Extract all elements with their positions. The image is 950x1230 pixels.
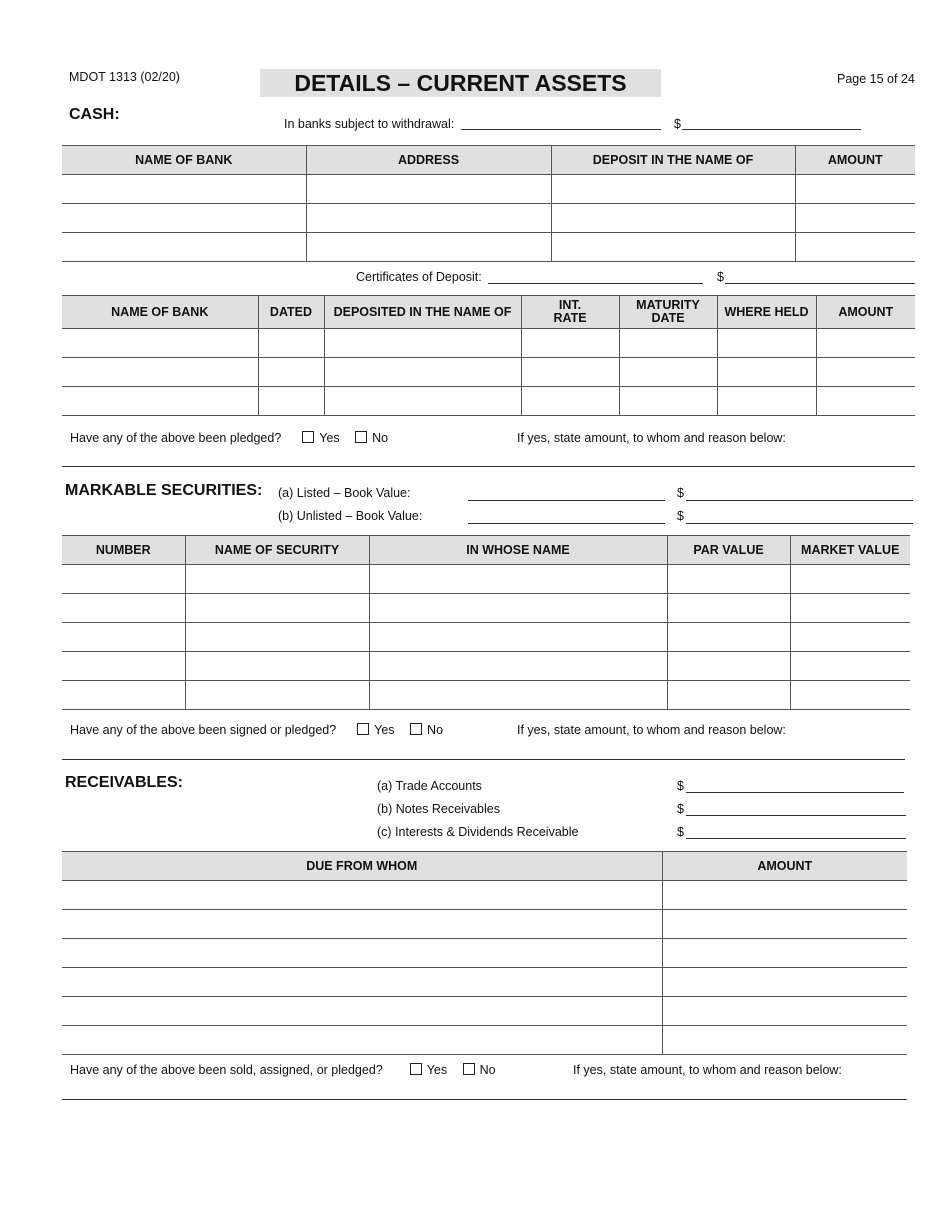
cd-field[interactable] bbox=[488, 283, 703, 284]
table-cell[interactable] bbox=[816, 329, 915, 358]
cash-pledge-no[interactable] bbox=[355, 431, 388, 445]
table-row bbox=[62, 358, 915, 387]
interest-amount-field[interactable] bbox=[686, 838, 906, 839]
table-row bbox=[62, 565, 910, 594]
table-row bbox=[62, 387, 915, 416]
table-cell[interactable] bbox=[185, 652, 369, 681]
table-row bbox=[62, 623, 910, 652]
table-cell[interactable] bbox=[62, 997, 662, 1026]
table-cell[interactable] bbox=[551, 233, 795, 262]
receivables-pledge-yes-label: Yes bbox=[426, 1063, 448, 1077]
unlisted-amount-field[interactable] bbox=[686, 523, 913, 524]
trade-amount-field[interactable] bbox=[686, 792, 904, 793]
table-cell[interactable] bbox=[306, 204, 551, 233]
table-cell[interactable] bbox=[185, 594, 369, 623]
table-cell[interactable] bbox=[662, 881, 907, 910]
table-cell[interactable] bbox=[62, 881, 662, 910]
receivables-amount-header: AMOUNT bbox=[662, 852, 907, 881]
table-cell[interactable] bbox=[62, 565, 185, 594]
receivables-section-title: RECEIVABLES: bbox=[65, 774, 183, 791]
table-cell[interactable] bbox=[62, 233, 306, 262]
page-title: DETAILS – CURRENT ASSETS bbox=[294, 70, 627, 96]
sec-name-header: NAME OF SECURITY bbox=[185, 536, 369, 565]
table-cell[interactable] bbox=[795, 233, 915, 262]
table-cell[interactable] bbox=[795, 175, 915, 204]
divider bbox=[62, 759, 905, 760]
table-cell[interactable] bbox=[662, 1026, 907, 1055]
table-row bbox=[62, 204, 915, 233]
table-cell[interactable] bbox=[717, 329, 816, 358]
table-row bbox=[62, 968, 907, 997]
cash-pledge-yes-label: Yes bbox=[319, 431, 340, 445]
cd-amount-field[interactable] bbox=[725, 283, 915, 284]
table-row bbox=[62, 594, 910, 623]
table-cell[interactable] bbox=[306, 233, 551, 262]
table-row bbox=[62, 329, 915, 358]
securities-pledge-question bbox=[70, 723, 455, 737]
securities-pledge-yes-checkbox[interactable] bbox=[357, 723, 369, 735]
form-id: MDOT 1313 (02/20) bbox=[69, 70, 180, 84]
table-cell[interactable] bbox=[551, 204, 795, 233]
cd-deposited-name-header: DEPOSITED IN THE NAME OF bbox=[324, 296, 521, 329]
notes-receivables-label: (b) Notes Receivables bbox=[377, 802, 500, 816]
cd-table bbox=[62, 295, 915, 416]
table-cell[interactable] bbox=[62, 329, 258, 358]
table-cell[interactable] bbox=[662, 910, 907, 939]
table-cell[interactable] bbox=[258, 329, 324, 358]
unlisted-dollar-sign: $ bbox=[677, 509, 684, 523]
divider bbox=[62, 1099, 907, 1100]
table-cell[interactable] bbox=[62, 939, 662, 968]
notes-dollar-sign: $ bbox=[677, 802, 684, 816]
table-cell[interactable] bbox=[258, 387, 324, 416]
securities-pledge-question-text: Have any of the above been signed or pledged? bbox=[70, 723, 337, 737]
listed-label: (a) Listed – Book Value: bbox=[278, 486, 411, 500]
receivables-pledge-question bbox=[70, 1063, 508, 1077]
table-cell[interactable] bbox=[369, 565, 667, 594]
table-cell[interactable] bbox=[619, 387, 717, 416]
table-row bbox=[62, 652, 910, 681]
cd-label: Certificates of Deposit: bbox=[356, 270, 482, 284]
table-cell[interactable] bbox=[62, 387, 258, 416]
table-cell[interactable] bbox=[306, 175, 551, 204]
table-cell[interactable] bbox=[816, 358, 915, 387]
securities-pledge-yes-label: Yes bbox=[374, 723, 395, 737]
table-row bbox=[62, 881, 907, 910]
table-cell[interactable] bbox=[62, 175, 306, 204]
table-row bbox=[62, 681, 910, 710]
sec-number-header: NUMBER bbox=[62, 536, 185, 565]
sec-par-value-header: PAR VALUE bbox=[667, 536, 790, 565]
receivables-pledge-yes[interactable] bbox=[410, 1063, 447, 1077]
cash-pledge-no-label: No bbox=[372, 431, 389, 445]
table-cell[interactable] bbox=[369, 681, 667, 710]
cd-dollar-sign: $ bbox=[717, 270, 724, 284]
bank-address-header: ADDRESS bbox=[306, 146, 551, 175]
table-cell[interactable] bbox=[324, 329, 521, 358]
table-row bbox=[62, 1026, 907, 1055]
table-cell[interactable] bbox=[62, 910, 662, 939]
table-row bbox=[62, 175, 915, 204]
securities-pledge-no[interactable] bbox=[410, 723, 443, 737]
table-cell[interactable] bbox=[62, 623, 185, 652]
table-cell[interactable] bbox=[790, 681, 910, 710]
securities-pledge-no-checkbox[interactable] bbox=[410, 723, 422, 735]
table-cell[interactable] bbox=[62, 681, 185, 710]
securities-pledge-no-label: No bbox=[427, 723, 444, 737]
interest-dividends-label: (c) Interests & Dividends Receivable bbox=[377, 825, 579, 839]
table-cell[interactable] bbox=[62, 1026, 662, 1055]
cash-if-yes-text: If yes, state amount, to whom and reason below: bbox=[517, 431, 786, 445]
table-cell[interactable] bbox=[790, 565, 910, 594]
securities-section-title: MARKABLE SECURITIES: bbox=[65, 482, 263, 499]
table-cell[interactable] bbox=[667, 623, 790, 652]
table-cell[interactable] bbox=[258, 358, 324, 387]
table-cell[interactable] bbox=[185, 623, 369, 652]
sec-whose-name-header: IN WHOSE NAME bbox=[369, 536, 667, 565]
table-cell[interactable] bbox=[816, 387, 915, 416]
cd-amount-header: AMOUNT bbox=[816, 296, 915, 329]
cash-section-title: CASH: bbox=[69, 106, 120, 123]
table-cell[interactable] bbox=[667, 594, 790, 623]
cash-pledge-yes[interactable] bbox=[302, 431, 339, 445]
divider bbox=[62, 466, 915, 467]
receivables-pledge-no[interactable] bbox=[463, 1063, 496, 1077]
table-cell[interactable] bbox=[667, 652, 790, 681]
table-row bbox=[62, 233, 915, 262]
table-cell[interactable] bbox=[185, 565, 369, 594]
table-cell[interactable] bbox=[619, 329, 717, 358]
table-cell[interactable] bbox=[795, 204, 915, 233]
table-cell[interactable] bbox=[521, 358, 619, 387]
listed-field[interactable] bbox=[468, 500, 665, 501]
table-row bbox=[62, 939, 907, 968]
cash-pledge-yes-checkbox[interactable] bbox=[302, 431, 314, 443]
table-cell[interactable] bbox=[62, 968, 662, 997]
table-cell[interactable] bbox=[790, 594, 910, 623]
banks-field[interactable] bbox=[461, 129, 661, 130]
receivables-pledge-question-text: Have any of the above been sold, assigned, or pledged? bbox=[70, 1063, 383, 1077]
table-cell[interactable] bbox=[619, 358, 717, 387]
cd-dated-header: DATED bbox=[258, 296, 324, 329]
unlisted-field[interactable] bbox=[468, 523, 665, 524]
page-number: Page 15 of 24 bbox=[837, 72, 915, 86]
table-cell[interactable] bbox=[369, 623, 667, 652]
cd-int-rate-line-2: RATE bbox=[553, 311, 587, 325]
cash-pledge-question-text: Have any of the above been pledged? bbox=[70, 431, 282, 445]
table-cell[interactable] bbox=[667, 565, 790, 594]
table-row bbox=[62, 910, 907, 939]
table-row bbox=[62, 997, 907, 1026]
bank-table bbox=[62, 145, 915, 262]
table-cell[interactable] bbox=[667, 681, 790, 710]
trade-accounts-label: (a) Trade Accounts bbox=[377, 779, 482, 793]
receivables-pledge-no-checkbox[interactable] bbox=[463, 1063, 475, 1075]
table-cell[interactable] bbox=[662, 939, 907, 968]
bank-deposit-name-header: DEPOSIT IN THE NAME OF bbox=[551, 146, 795, 175]
table-cell[interactable] bbox=[551, 175, 795, 204]
listed-dollar-sign: $ bbox=[677, 486, 684, 500]
cd-maturity-date-header bbox=[619, 296, 717, 329]
cd-bank-name-header: NAME OF BANK bbox=[62, 296, 258, 329]
cd-maturity-line-1: MATURITY bbox=[636, 298, 700, 312]
receivables-if-yes-text: If yes, state amount, to whom and reason below: bbox=[573, 1063, 842, 1077]
table-cell[interactable] bbox=[717, 387, 816, 416]
table-cell[interactable] bbox=[62, 358, 258, 387]
table-cell[interactable] bbox=[790, 652, 910, 681]
table-cell[interactable] bbox=[662, 997, 907, 1026]
banks-amount-field[interactable] bbox=[682, 129, 861, 130]
table-cell[interactable] bbox=[324, 358, 521, 387]
table-cell[interactable] bbox=[662, 968, 907, 997]
securities-if-yes-text: If yes, state amount, to whom and reason below: bbox=[517, 723, 786, 737]
receivables-pledge-no-label: No bbox=[479, 1063, 496, 1077]
bank-amount-header: AMOUNT bbox=[795, 146, 915, 175]
cd-maturity-line-2: DATE bbox=[651, 311, 685, 325]
interest-dollar-sign: $ bbox=[677, 825, 684, 839]
cd-int-rate-line-1: INT. bbox=[558, 298, 582, 312]
table-cell[interactable] bbox=[369, 594, 667, 623]
banks-label: In banks subject to withdrawal: bbox=[284, 117, 455, 131]
table-cell[interactable] bbox=[324, 387, 521, 416]
due-from-whom-header: DUE FROM WHOM bbox=[62, 852, 662, 881]
table-cell[interactable] bbox=[717, 358, 816, 387]
notes-amount-field[interactable] bbox=[686, 815, 906, 816]
trade-dollar-sign: $ bbox=[677, 779, 684, 793]
securities-pledge-yes[interactable] bbox=[357, 723, 394, 737]
table-cell[interactable] bbox=[62, 204, 306, 233]
table-cell[interactable] bbox=[62, 594, 185, 623]
cash-pledge-no-checkbox[interactable] bbox=[355, 431, 367, 443]
securities-table bbox=[62, 535, 910, 710]
table-cell[interactable] bbox=[185, 681, 369, 710]
sec-market-value-header: MARKET VALUE bbox=[790, 536, 910, 565]
receivables-pledge-yes-checkbox[interactable] bbox=[410, 1063, 422, 1075]
table-cell[interactable] bbox=[521, 387, 619, 416]
cd-int-rate-header bbox=[521, 296, 619, 329]
receivables-table bbox=[62, 851, 907, 1055]
cd-where-held-header: WHERE HELD bbox=[717, 296, 816, 329]
table-cell[interactable] bbox=[369, 652, 667, 681]
unlisted-label: (b) Unlisted – Book Value: bbox=[278, 509, 423, 523]
table-cell[interactable] bbox=[790, 623, 910, 652]
banks-dollar-sign: $ bbox=[674, 117, 681, 131]
table-cell[interactable] bbox=[62, 652, 185, 681]
listed-amount-field[interactable] bbox=[686, 500, 913, 501]
table-cell[interactable] bbox=[521, 329, 619, 358]
cash-pledge-question bbox=[70, 431, 400, 445]
bank-name-header: NAME OF BANK bbox=[62, 146, 306, 175]
